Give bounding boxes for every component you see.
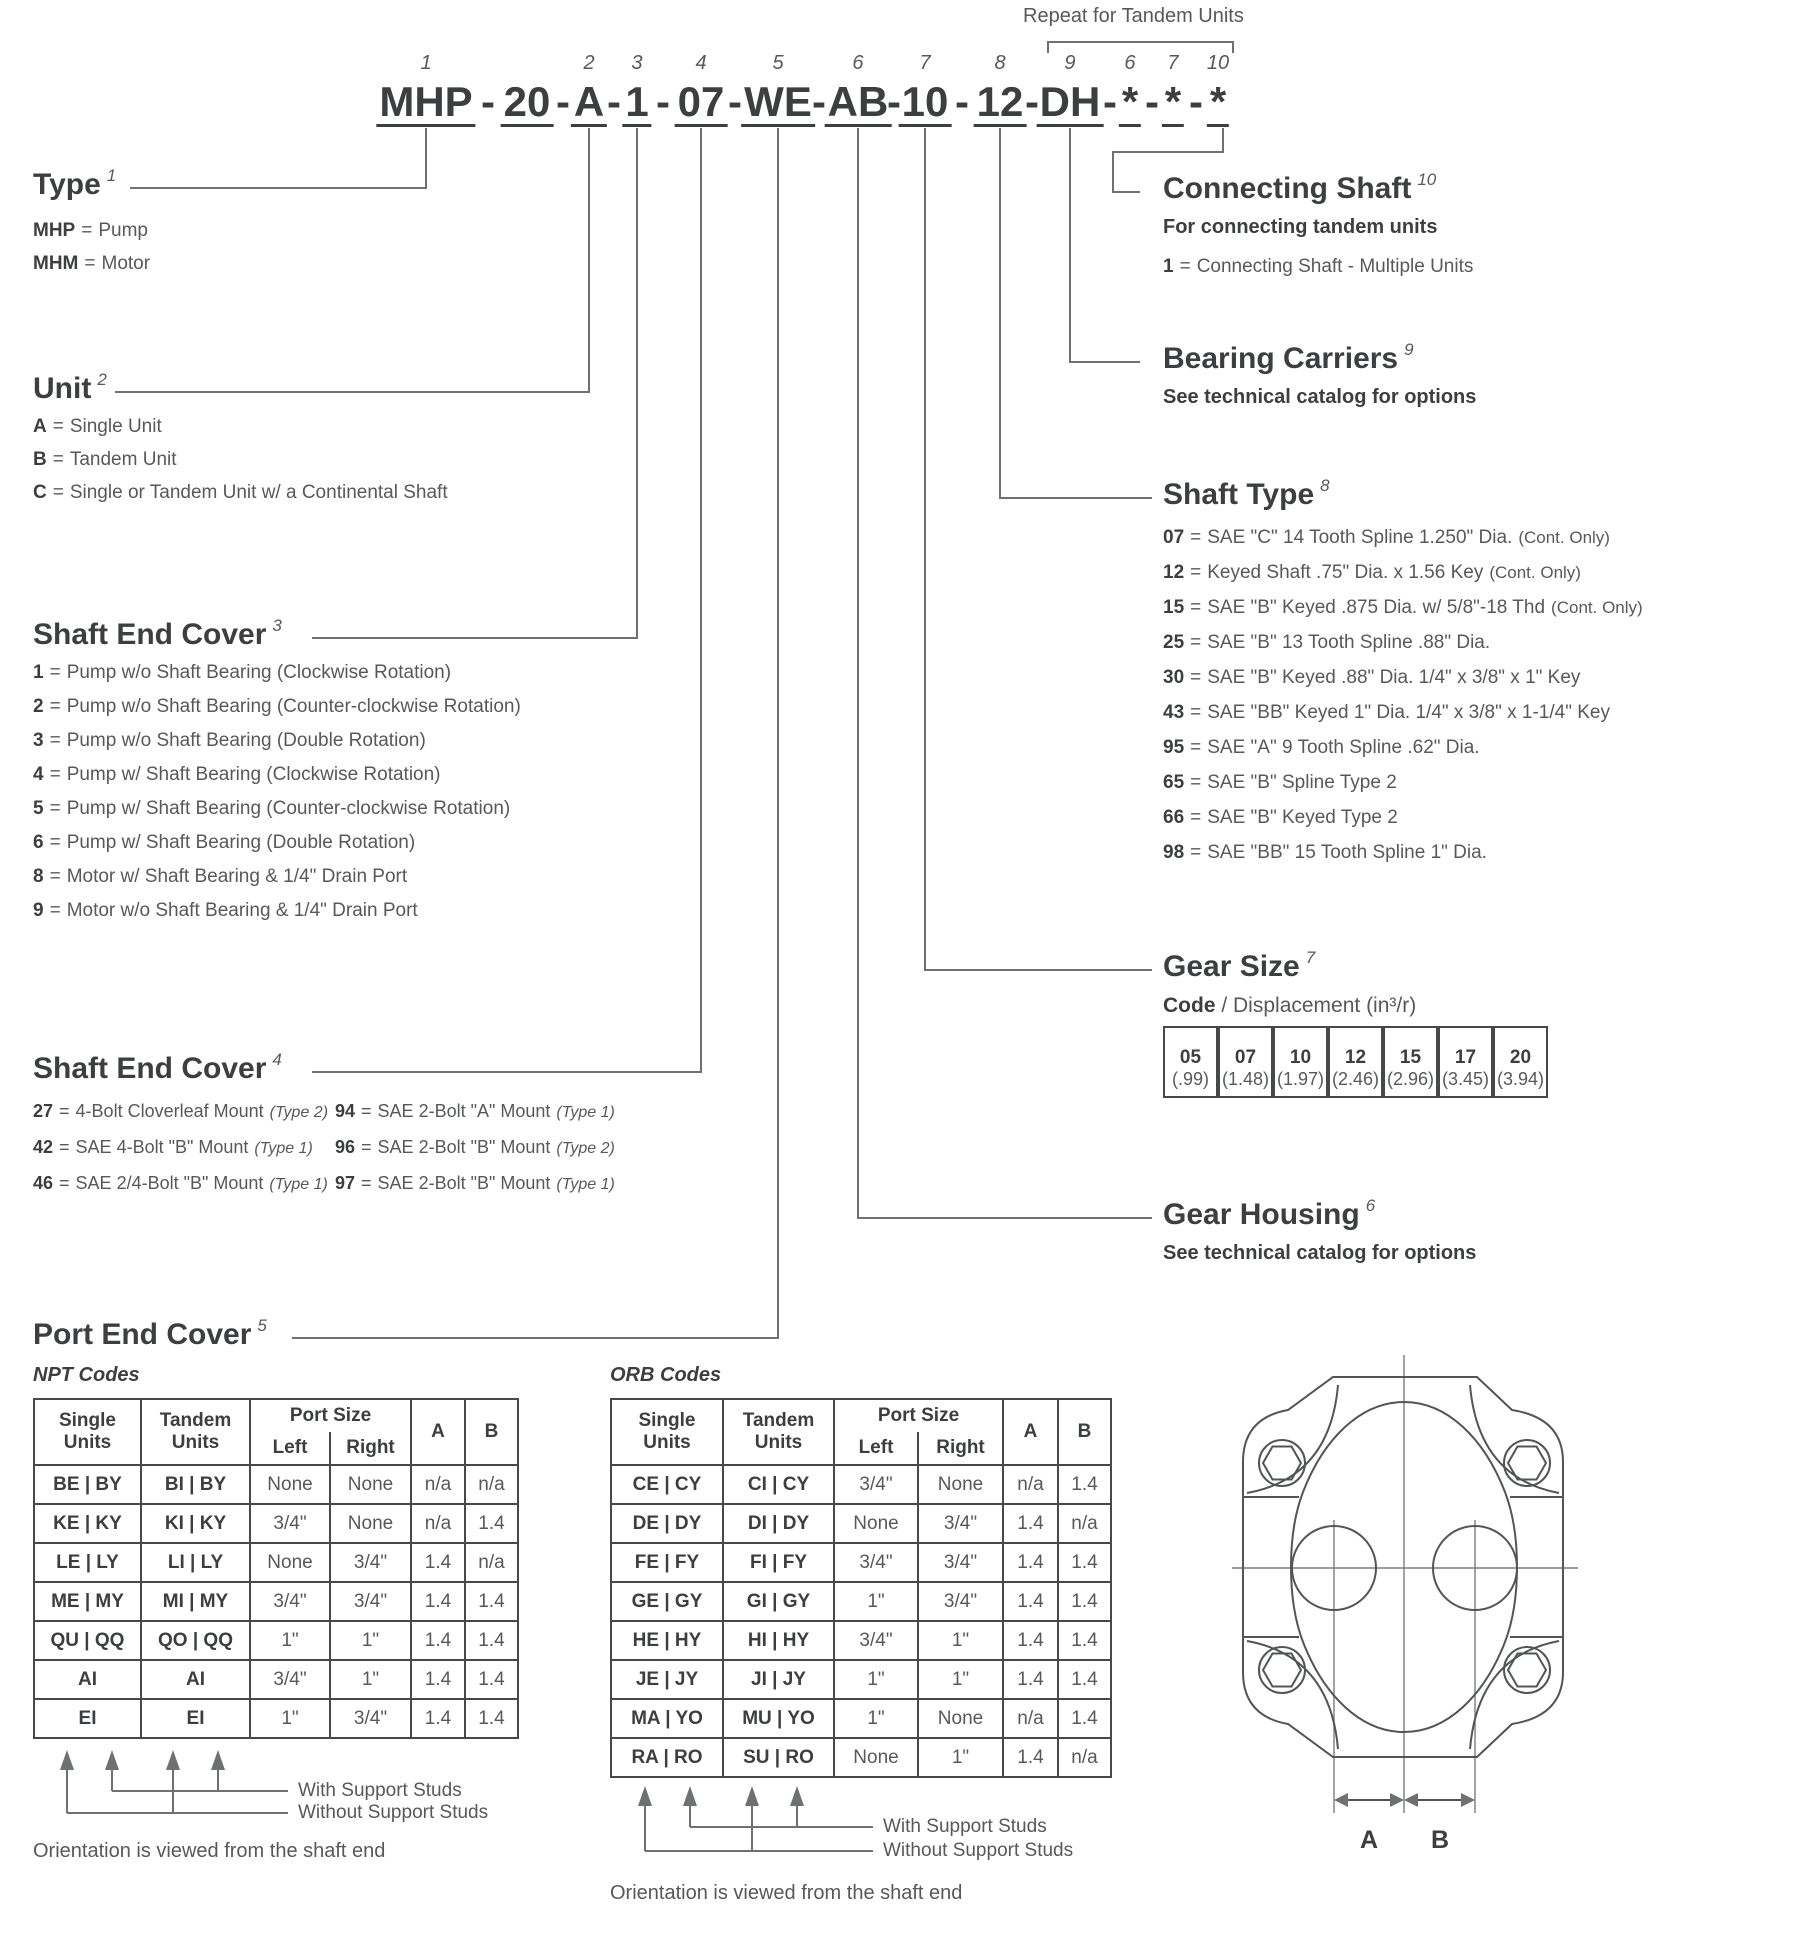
segment-number: 3	[631, 52, 643, 74]
segment-dash: -	[812, 78, 826, 125]
section-title-gear-size: Gear Size $^7$	[1163, 948, 1316, 983]
list-item: 46 = SAE 2/4-Bolt "B" Mount (Type 1)	[33, 1173, 328, 1193]
section-title-shaft-end-cover-3: Shaft End Cover $^3$	[33, 616, 282, 651]
pump-flange-drawing	[1175, 1330, 1625, 1870]
list-item: 30 = SAE "B" Keyed .88" Dia. 1/4" x 3/8" x 1" Key	[1163, 667, 1581, 688]
connecting-shaft-subtitle: For connecting tandem units	[1163, 216, 1438, 238]
table-row: RA | RO SU | RO None 1" 1.4 n/a	[611, 1738, 1111, 1777]
col-header-port-size: Port Size	[834, 1399, 1003, 1432]
table-row: LE | LY LI | LY None 3/4" 1.4 n/a	[34, 1543, 518, 1582]
list-item: 96 = SAE 2-Bolt "B" Mount (Type 2)	[335, 1137, 615, 1157]
list-item: 66 = SAE "B" Keyed Type 2	[1163, 807, 1398, 828]
list-item: MHP = Pump	[33, 220, 148, 241]
list-item: 4 = Pump w/ Shaft Bearing (Clockwise Rotation)	[33, 764, 441, 785]
gear-size-table	[1163, 1026, 1548, 1098]
bearing-carriers-note: See technical catalog for options	[1163, 386, 1477, 408]
unit-items	[33, 410, 448, 509]
list-item: 07 = SAE "C" 14 Tooth Spline 1.250" Dia. (Cont. Only)	[1163, 527, 1610, 548]
segment-dash: -	[481, 78, 495, 125]
footnote-2: 2	[97, 370, 107, 389]
shaft-end-cover-4-items-right	[335, 1094, 615, 1202]
segment-code: 10	[899, 82, 952, 127]
model-code-segment	[899, 52, 952, 127]
footnote-3: 3	[272, 616, 282, 635]
list-item: 3 = Pump w/o Shaft Bearing (Double Rotation)	[33, 730, 426, 751]
segment-dash: -	[1025, 78, 1039, 125]
segment-code: *	[1162, 82, 1184, 127]
segment-dash: -	[955, 78, 969, 125]
table-row: MA | YO MU | YO 1" None n/a 1.4	[611, 1699, 1111, 1738]
hex-bolt-icon	[1504, 1647, 1550, 1693]
segment-dash: -	[1189, 78, 1203, 125]
table-row: KE | KY KI | KY 3/4" None n/a 1.4	[34, 1504, 518, 1543]
list-item: 5 = Pump w/ Shaft Bearing (Counter-clockwise Rotation)	[33, 798, 511, 819]
list-item: 8 = Motor w/ Shaft Bearing & 1/4" Drain Port	[33, 866, 408, 887]
list-item: 27 = 4-Bolt Cloverleaf Mount (Type 2)	[33, 1101, 329, 1121]
list-item: 9 = Motor w/o Shaft Bearing & 1/4" Drain Port	[33, 900, 418, 921]
segment-number: 10	[1206, 52, 1230, 74]
table-row: GE | GY GI | GY 1" 3/4" 1.4 1.4	[611, 1582, 1111, 1621]
list-item: 95 = SAE "A" 9 Tooth Spline .62" Dia.	[1163, 737, 1480, 758]
list-item: 65 = SAE "B" Spline Type 2	[1163, 772, 1397, 793]
table-row: ME | MY MI | MY 3/4" 3/4" 1.4 1.4	[34, 1582, 518, 1621]
col-header-port-size: Port Size	[250, 1399, 411, 1432]
model-code-segment	[1037, 52, 1104, 127]
segment-number: 2	[583, 52, 595, 74]
npt-table-title: NPT Codes	[33, 1364, 140, 1386]
segment-code: 12	[974, 82, 1027, 127]
footnote-7: 7	[1305, 948, 1316, 967]
footnote-4: 4	[272, 1050, 282, 1069]
list-item: 43 = SAE "BB" Keyed 1" Dia. 1/4" x 3/8" x 1-1/4" Key	[1163, 702, 1610, 723]
model-code-segment	[1119, 52, 1141, 127]
segment-number: 6	[1124, 52, 1136, 74]
model-code-segment	[376, 52, 475, 127]
list-item: 1 = Pump w/o Shaft Bearing (Clockwise Rotation)	[33, 662, 452, 683]
table-row: JE | JY JI | JY 1" 1" 1.4 1.4	[611, 1660, 1111, 1699]
model-code-segment	[1207, 52, 1229, 127]
table-row: QU | QQ QO | QQ 1" 1" 1.4 1.4	[34, 1621, 518, 1660]
section-title-shaft-end-cover-4: Shaft End Cover $^4$	[33, 1050, 282, 1085]
orb-orientation-note: Orientation is viewed from the shaft end	[610, 1882, 963, 1904]
gear-size-cell: 20 (3.94)	[1493, 1026, 1548, 1098]
model-code-segment	[571, 52, 607, 127]
col-header-b: B	[1058, 1399, 1111, 1465]
hex-bolt-icon	[1259, 1647, 1305, 1693]
model-code-segment	[622, 52, 651, 127]
footnote-5: 5	[257, 1316, 267, 1335]
orb-table-title: ORB Codes	[610, 1364, 722, 1386]
list-item: 15 = SAE "B" Keyed .875 Dia. w/ 5/8"-18 Thd (Cont. Only)	[1163, 597, 1643, 618]
segment-dash: -	[556, 78, 570, 125]
list-item: 1 = Connecting Shaft - Multiple Units	[1163, 256, 1474, 277]
segment-number: 8	[994, 52, 1006, 74]
segment-dash: -	[607, 78, 621, 125]
model-code-segment	[501, 52, 554, 127]
segment-dash: -	[656, 78, 670, 125]
list-item: 6 = Pump w/ Shaft Bearing (Double Rotation)	[33, 832, 416, 853]
table-row: AI AI 3/4" 1" 1.4 1.4	[34, 1660, 518, 1699]
dim-label-b: B	[1430, 1826, 1450, 1854]
gear-size-cell: 12 (2.46)	[1328, 1026, 1383, 1098]
connecting-shaft-items	[1163, 250, 1473, 283]
model-code-segment	[675, 52, 728, 127]
list-item: 42 = SAE 4-Bolt "B" Mount (Type 1)	[33, 1137, 313, 1157]
type-items	[33, 214, 150, 280]
segment-number: 7	[919, 52, 931, 74]
col-header-tandem-units: Tandem Units	[723, 1399, 834, 1465]
model-code-segment	[741, 52, 815, 127]
segment-dash: -	[1103, 78, 1117, 125]
col-header-tandem-units: Tandem Units	[141, 1399, 250, 1465]
segment-code: WE	[741, 82, 815, 127]
segment-number: 6	[852, 52, 864, 74]
gear-size-cell: 15 (2.96)	[1383, 1026, 1438, 1098]
segment-number: 7	[1167, 52, 1179, 74]
col-header-b: B	[465, 1399, 518, 1465]
section-title-type: Type $^1$	[33, 166, 117, 201]
section-title-bearing-carriers: Bearing Carriers $^9$	[1163, 340, 1414, 375]
gear-size-cell: 10 (1.97)	[1273, 1026, 1328, 1098]
orb-table	[610, 1398, 1112, 1778]
model-code-segment	[974, 52, 1027, 127]
hex-bolt-icon	[1504, 1440, 1550, 1486]
section-title-shaft-type: Shaft Type $^8$	[1163, 476, 1330, 511]
list-item: C = Single or Tandem Unit w/ a Continental Shaft	[33, 482, 448, 503]
list-item: 25 = SAE "B" 13 Tooth Spline .88" Dia.	[1163, 632, 1491, 653]
npt-table	[33, 1398, 519, 1739]
orb-without-studs-label: Without Support Studs	[883, 1840, 1074, 1861]
segment-code: 07	[675, 82, 728, 127]
repeat-note: Repeat for Tandem Units	[1023, 5, 1244, 27]
col-header-single-units: Single Units	[611, 1399, 723, 1465]
segment-number: 4	[695, 52, 707, 74]
segment-number: 5	[772, 52, 784, 74]
segment-code: *	[1207, 82, 1229, 127]
npt-with-studs-label: With Support Studs	[298, 1780, 462, 1801]
segment-number: 1	[420, 52, 432, 74]
hex-bolt-icon	[1259, 1440, 1305, 1486]
footnote-10: 10	[1417, 170, 1437, 189]
orb-stud-arrows	[638, 1786, 873, 1851]
npt-without-studs-label: Without Support Studs	[298, 1802, 489, 1823]
list-item: 98 = SAE "BB" 15 Tooth Spline 1" Dia.	[1163, 842, 1487, 863]
section-title-gear-housing: Gear Housing $^6$	[1163, 1196, 1376, 1231]
segment-dash: -	[728, 78, 742, 125]
segment-code: A	[571, 82, 607, 127]
section-title-connecting-shaft: Connecting Shaft $^{10}$	[1163, 170, 1437, 205]
col-header-left: Left	[250, 1432, 330, 1465]
shaft-end-cover-4-items-left	[33, 1094, 328, 1202]
footnote-9: 9	[1404, 340, 1414, 359]
gear-size-cell: 07 (1.48)	[1218, 1026, 1273, 1098]
segment-code: 20	[501, 82, 554, 127]
footnote-1: 1	[106, 166, 117, 185]
segment-code: DH	[1037, 82, 1104, 127]
dim-label-a: A	[1359, 1826, 1379, 1854]
segment-code: *	[1119, 82, 1141, 127]
section-title-unit: Unit $^2$	[33, 370, 107, 405]
npt-stud-arrows	[60, 1750, 288, 1813]
col-header-single-units: Single Units	[34, 1399, 141, 1465]
shaft-end-cover-3-items	[33, 656, 521, 928]
segment-code: AB	[825, 82, 892, 127]
list-item: B = Tandem Unit	[33, 449, 177, 470]
footnote-6: 6	[1365, 1196, 1376, 1215]
segment-dash: -	[887, 78, 901, 125]
table-row: HE | HY HI | HY 3/4" 1" 1.4 1.4	[611, 1621, 1111, 1660]
list-item: 12 = Keyed Shaft .75" Dia. x 1.56 Key (Cont. Only)	[1163, 562, 1581, 583]
footnote-8: 8	[1320, 476, 1330, 495]
gear-housing-note: See technical catalog for options	[1163, 1242, 1477, 1264]
segment-dash: -	[1145, 78, 1159, 125]
shaft-type-items	[1163, 520, 1643, 870]
col-header-left: Left	[834, 1432, 918, 1465]
segment-code: 1	[622, 82, 651, 127]
section-title-port-end-cover: Port End Cover $^5$	[33, 1316, 267, 1351]
list-item: MHM = Motor	[33, 253, 151, 274]
table-row: FE | FY FI | FY 3/4" 3/4" 1.4 1.4	[611, 1543, 1111, 1582]
gear-size-subtitle: Code / Displacement (in³/r)	[1163, 994, 1417, 1017]
table-row: DE | DY DI | DY None 3/4" 1.4 n/a	[611, 1504, 1111, 1543]
gear-size-cell: 05 (.99)	[1163, 1026, 1218, 1098]
table-row: CE | CY CI | CY 3/4" None n/a 1.4	[611, 1465, 1111, 1504]
segment-number: 9	[1064, 52, 1076, 74]
npt-orientation-note: Orientation is viewed from the shaft end	[33, 1840, 386, 1862]
list-item: 2 = Pump w/o Shaft Bearing (Counter-clockwise Rotation)	[33, 696, 521, 717]
list-item: 97 = SAE 2-Bolt "B" Mount (Type 1)	[335, 1173, 615, 1193]
col-header-a: A	[1003, 1399, 1058, 1465]
list-item: 94 = SAE 2-Bolt "A" Mount (Type 1)	[335, 1101, 615, 1121]
table-row: EI EI 1" 3/4" 1.4 1.4	[34, 1699, 518, 1738]
segment-code: MHP	[376, 82, 475, 127]
col-header-right: Right	[330, 1432, 411, 1465]
col-header-a: A	[411, 1399, 465, 1465]
table-row: BE | BY BI | BY None None n/a n/a	[34, 1465, 518, 1504]
list-item: A = Single Unit	[33, 416, 162, 437]
model-code-segment	[1162, 52, 1184, 127]
col-header-right: Right	[918, 1432, 1003, 1465]
model-code-segment	[825, 52, 892, 127]
orb-with-studs-label: With Support Studs	[883, 1816, 1047, 1837]
gear-size-cell: 17 (3.45)	[1438, 1026, 1493, 1098]
